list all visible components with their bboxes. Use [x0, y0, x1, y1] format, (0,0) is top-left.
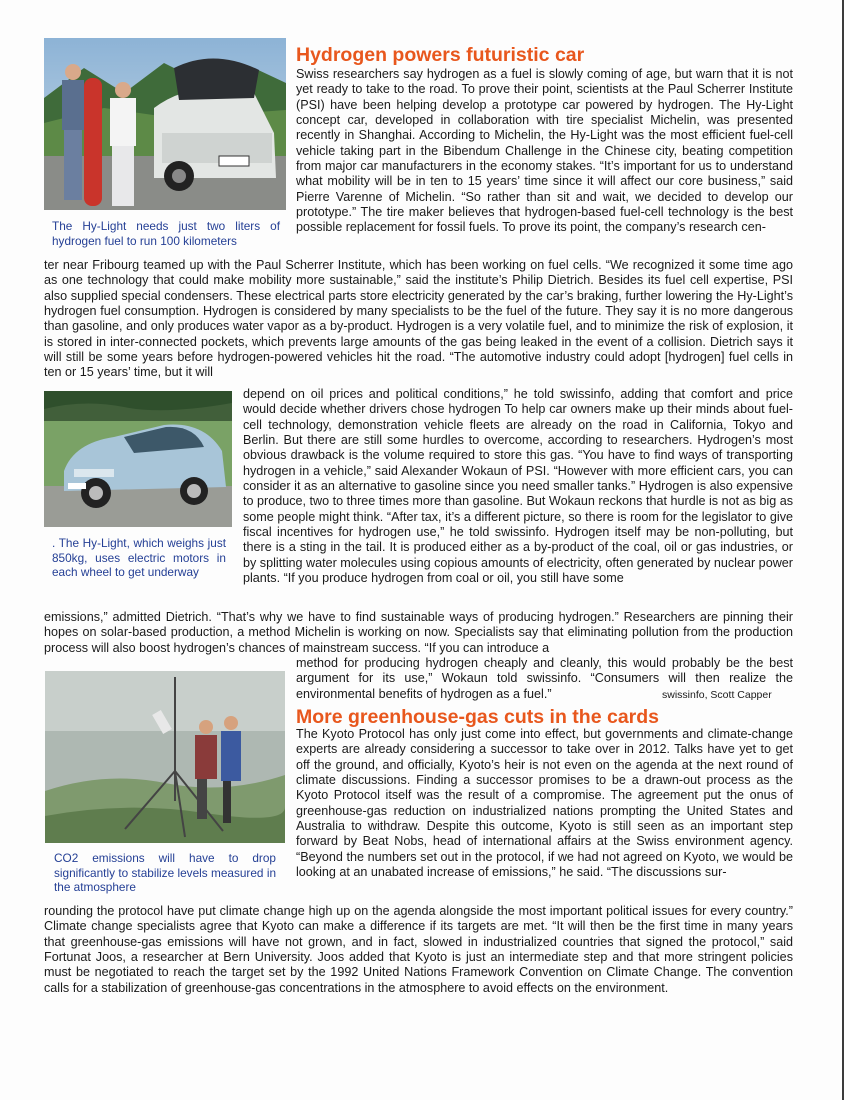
headline-hydrogen-car: Hydrogen powers futuristic car [296, 44, 585, 66]
article2-paragraph-part2: rounding the protocol have put climate change high up on the agenda alongside the most important political issues for every country.” Climate change specialists agree that Kyoto can make a difference if its targets are met. “It will then be the first time in many years that greenhouse-gas emissions will have not grown, and in fact, slowed in industrialized countries that signed the protocol,” said Fortunat Joos, a researcher at Bern University. Joos added that Kyoto is just an intermediate step and that more stringent policies must be negotiated to reach the target set by the 1992 United Nations Framework Convention on Climate Change. The convention calls for a stabilization of greenhouse-gas concentrations in the atmosphere to avoid effects on the environment. [44, 904, 793, 995]
article1-paragraph-part2: ter near Fribourg teamed up with the Paul Scherrer Institute, which has been working on fuel cells. “We recognized it some time ago as one technology that could make mobility more sustainable,” said the institute’s Philip Dietrich. Besides its fuel cell expertise, PSI also supplied special condensers. These electrical parts store electricity generated by the car’s braking, further lowering the Hy-Light’s hydrogen fuel consumption. Hydrogen is considered by many specialists to be the fuel of the future. They say it is no more dangerous than gasoline, and only produces water vapor as a by-product. Hydrogen is a very volatile fuel, and to minimize the risk of explosion, it is stored in inter-connected pockets, which prevents large amounts of the gas being leaked in the event of a collision. Dietrich says it will still be some years before hydrogen-powered vehicles hit the road. “The automotive industry could adopt [hydrogen] fuel cells in ten or 15 years’ time, but it will [44, 258, 793, 380]
caption-hy-light-weight: . The Hy-Light, which weighs just 850kg, uses electric motors in each wheel to get underway [52, 536, 226, 579]
article1-paragraph-part4: emissions,” admitted Dietrich. “That’s why we have to find sustainable ways of producing hydrogen.” Researchers are pinning their hopes on solar-based production, a method Michelin is working on now. Specialists say that eliminating pollution from the production process will also boost hydrogen’s chances of mainstream success. “If you can introduce a [44, 610, 793, 655]
article1-paragraph-part3: depend on oil prices and political conditions,” he told swissinfo, adding that comfort and price would decide whether drivers chose hydrogen To help car owners make up their minds about fuel-cell technology, demonstration vehicle fleets are already on the road in California, Tokyo and Berlin. But there are still some hurdles to overcome, according to researchers. Hydrogen’s most obvious drawback is the volume required to store this gas. “You have to find ways of transporting hydrogen in a vehicle,” said Alexander Wokaun of PSI. “However with more efficient cars, you can consider it as an alternative to gasoline since you need smaller tanks.” Hydrogen is also expensive to produce, two to three times more than gasoline. But Wokaun reckons that hurdle is not as big as some people might think. “After tax, it’s a different picture, so there is room for the legislator to give fiscal incentives for hydrogen use,” he told swissinfo. Hydrogen itself may be non-polluting, but there is a sting in the tail. It is produced either as a by-product of the coal, oil or gas industries, or by splitting water molecules using copious amounts of electricity, often generated by nuclear power plants. “If you produce hydrogen from coal or oil, you still have some [243, 387, 793, 586]
article1-credit: swissinfo, Scott Capper [662, 689, 772, 701]
headline-greenhouse-gas: More greenhouse-gas cuts in the cards [296, 706, 660, 728]
caption-co2-emissions: CO2 emissions will have to drop significantly to stabilize levels measured in the atmosphere [54, 851, 276, 894]
hy-light-car-photo [44, 391, 232, 527]
article2-paragraph-part1: The Kyoto Protocol has only just come into effect, but governments and climate-change experts are already considering a successor to take over in 2012. Talks have yet to get off the ground, and officially, Kyoto’s heir is not even on the agenda at the next round of climate discussions. Finding a successor promises to be a drawn-out process as the Kyoto Protocol itself was the result of a compromise. The agreement put the onus of greenhouse-gas reduction on industrialized nations prompting the United States and Australia to withdraw. Despite this outcome, Kyoto is still seen as an important step forward by Beat Nobs, head of international affairs at the Swiss environment agency. “Beyond the numbers set out in the protocol, if we had not agreed on Kyoto, we would be looking at an unabated increase of emissions,” he said. “The discussions sur- [296, 727, 793, 880]
hy-light-refuel-photo [44, 38, 286, 210]
co2-measurement-photo [45, 671, 285, 843]
article1-paragraph-part1: Swiss researchers say hydrogen as a fuel is slowly coming of age, but warn that it is not yet ready to take to the road. To prove their point, scientists at the Paul Scherrer Institute (PSI) have been helping develop a prototype car powered by hydrogen. The Hy-Light concept car, developed in collaboration with tire specialist Michelin, was presented recently in Shanghai. According to Michelin, the Hy-Light was the most efficient fuel-cell vehicle taking part in the Bibendum Challenge in the Chinese city, beating competition from major car manufacturers in the economy stakes. “It’s important for us to understand what mobility will be in ten to 15 years’ time since it will affect our core business,” said Pierre Varenne of Michelin. “So rather than sit and wait, we decided to develop our prototype.” The tire maker believes that hydrogen-based fuel-cell technology is the best possible replacement for fossil fuels. To prove its point, the company’s research cen- [296, 67, 793, 235]
article1-paragraph-part5: method for producing hydrogen cheaply and cleanly, this would probably be the best argument for its use,” Wokaun told swissinfo. “Consumers will then realize the environmental benefits of hydrogen as a fuel.” [296, 656, 793, 701]
caption-hy-light-fuel: The Hy-Light needs just two liters of hydrogen fuel to run 100 kilometers [52, 219, 280, 248]
page-edge-line [842, 0, 844, 1100]
